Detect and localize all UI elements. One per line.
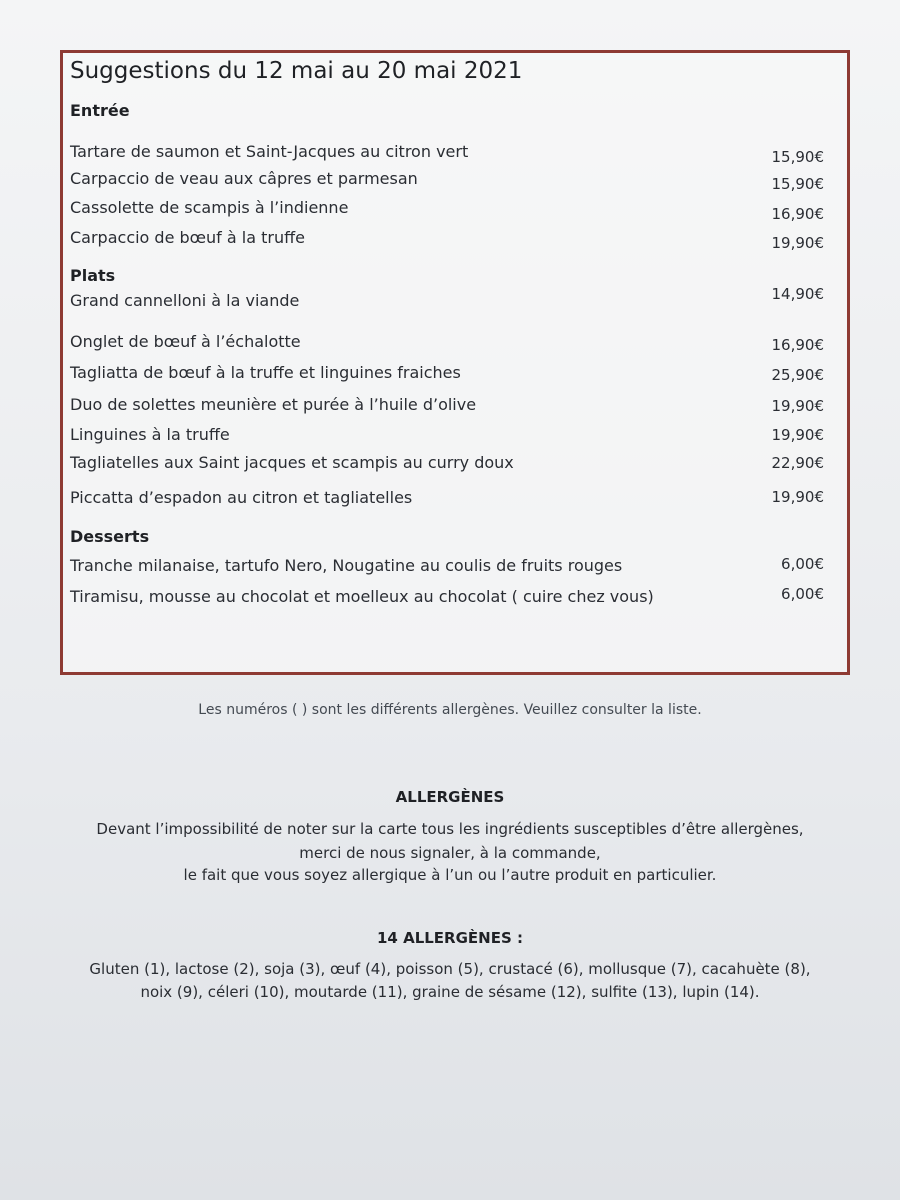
dish-price: 19,90€ (771, 397, 824, 415)
dish-name: Tagliatelles aux Saint jacques et scampis au curry doux (70, 453, 514, 472)
dish-price: 15,90€ (771, 175, 824, 193)
allergen-number-note: Les numéros ( ) sont les différents allergènes. Veuillez consulter la liste. (198, 702, 702, 718)
allergens-notice-line: merci de nous signaler, à la commande, (299, 844, 601, 862)
dish-name: Linguines à la truffe (70, 425, 230, 444)
section-heading-plats: Plats (70, 266, 116, 285)
dish-price: 6,00€ (781, 555, 824, 573)
dish-price: 15,90€ (771, 148, 824, 166)
dish-name: Tagliatta de bœuf à la truffe et linguines fraiches (70, 363, 461, 382)
section-heading-entree: Entrée (70, 101, 130, 120)
dish-name: Tartare de saumon et Saint-Jacques au citron vert (70, 142, 469, 161)
dish-name: Cassolette de scampis à l’indienne (70, 198, 349, 217)
dish-name: Grand cannelloni à la viande (70, 291, 300, 310)
dish-price: 16,90€ (771, 205, 824, 223)
menu-title: Suggestions du 12 mai au 20 mai 2021 (70, 58, 523, 84)
dish-name: Onglet de bœuf à l’échalotte (70, 332, 301, 351)
dish-name: Piccatta d’espadon au citron et tagliatelles (70, 488, 413, 507)
allergens-list-line: noix (9), céleri (10), moutarde (11), graine de sésame (12), sulfite (13), lupin (14). (140, 983, 760, 1001)
dish-price: 14,90€ (771, 285, 824, 303)
allergens-list-heading: 14 ALLERGÈNES : (376, 929, 523, 947)
allergens-notice-line: Devant l’impossibilité de noter sur la carte tous les ingrédients susceptibles d’être allergènes, (96, 820, 804, 838)
dish-price: 22,90€ (771, 454, 824, 472)
dish-name: Tranche milanaise, tartufo Nero, Nougatine au coulis de fruits rouges (70, 556, 623, 575)
allergens-notice-line: le fait que vous soyez allergique à l’un ou l’autre produit en particulier. (183, 866, 717, 884)
allergens-heading: ALLERGÈNES (395, 788, 505, 806)
dish-name: Tiramisu, mousse au chocolat et moelleux au chocolat ( cuire chez vous) (70, 587, 654, 606)
dish-price: 25,90€ (771, 366, 824, 384)
dish-name: Carpaccio de bœuf à la truffe (70, 228, 305, 247)
dish-price: 19,90€ (771, 426, 824, 444)
dish-name: Duo de solettes meunière et purée à l’huile d’olive (70, 395, 477, 414)
dish-price: 6,00€ (781, 585, 824, 603)
allergens-list-line: Gluten (1), lactose (2), soja (3), œuf (4), poisson (5), crustacé (6), mollusque (7), cacahuète (8), (89, 960, 811, 978)
dish-name: Carpaccio de veau aux câpres et parmesan (70, 169, 418, 188)
dish-price: 19,90€ (771, 234, 824, 252)
dish-price: 16,90€ (771, 336, 824, 354)
section-heading-desserts: Desserts (70, 527, 150, 546)
dish-price: 19,90€ (771, 488, 824, 506)
